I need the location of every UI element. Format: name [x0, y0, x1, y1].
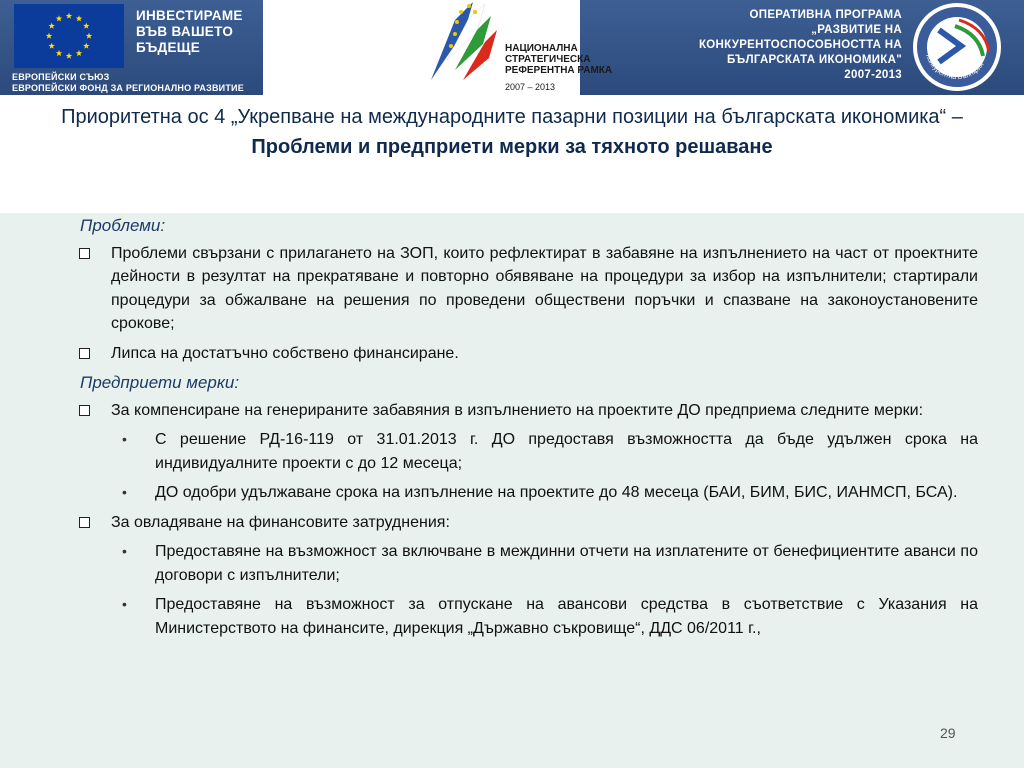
bullet-dot-icon: •: [122, 431, 127, 447]
invest-slogan: [136, 8, 266, 56]
item-text: Проблеми свързани с прилагането на ЗОП, които рефлектират в забавяне на изпълнението на част от проектните дейности в резултат на прекратяване и повторно обявяване на процедури за избор на изпълнители; стартирали процедури за обжалване на решения по проведени обществени поръчки и спазване на законоустановените срокове;: [111, 244, 978, 332]
bullet-dot-icon: •: [122, 596, 127, 612]
item-text: Липса на достатъчно собствено финансиране.: [111, 344, 459, 362]
op-line: „РАЗВИТИЕ НА: [811, 24, 902, 36]
bullet-dot-icon: •: [122, 484, 127, 500]
invest-line: БЪДЕЩЕ: [136, 40, 201, 55]
checkbox-list-item: [76, 242, 978, 336]
bullet-list-item: [76, 481, 978, 505]
eu-line: ЕВРОПЕЙСКИ ФОНД ЗА РЕГИОНАЛНО РАЗВИТИЕ: [12, 83, 244, 93]
op-line: КОНКУРЕНТОСПОСОБНОСТТА НА: [698, 39, 902, 51]
checkbox-bullet-icon: [79, 348, 90, 359]
op-line: 2007-2013: [844, 69, 902, 81]
checkbox-bullet-icon: [79, 405, 90, 416]
nsrf-line: НАЦИОНАЛНА: [505, 43, 578, 54]
competitive-bulgaria-logo: [909, 0, 1005, 95]
checkbox-list-item: [76, 399, 978, 423]
item-text: За компенсиране на генерираните забавяния в изпълнението на проектите ДО предприема следните мерки:: [111, 401, 924, 419]
slide-body: [76, 212, 978, 646]
title-line: Приоритетна ос 4 „Укрепване на международните пазарни позиции на българската икономика“ –: [61, 106, 963, 128]
operational-program-label: [620, 8, 902, 83]
item-text: Предоставяне на възможност за включване в междинни отчети на изплатените от бенефициентите аванси по договори с изпълнители;: [155, 543, 978, 584]
header-banner: [0, 0, 1024, 95]
checkbox-list-item: [76, 342, 978, 366]
bullet-list-item: [76, 428, 978, 475]
measures-heading: Предприети мерки:: [80, 373, 240, 392]
nsrf-line: РЕФЕРЕНТНА РАМКА: [505, 65, 613, 76]
item-text: Предоставяне на възможност за отпускане на авансови средства в съответствие с Указания на Министерството на финансите, дирекция „Държавно съкровище“, ДДС 06/2011 г.,: [155, 596, 978, 637]
checkbox-bullet-icon: [79, 248, 90, 259]
svg-text:Конкурентна България: Конкурентна България: [924, 53, 986, 82]
problems-heading: Проблеми:: [80, 216, 166, 235]
nsrf-flag-logo: [425, 0, 515, 95]
item-text: С решение РД-16-119 от 31.01.2013 г. ДО предоставя възможността да бъде удължен срока на индивидуалните проекти с до 12 месеца;: [155, 431, 978, 472]
item-text: За овладяване на финансовите затруднения:: [111, 513, 450, 531]
bullet-list-item: [76, 593, 978, 640]
op-line: ОПЕРАТИВНА ПРОГРАМА: [749, 9, 902, 21]
nsrf-label: [505, 43, 612, 76]
invest-line: ИНВЕСТИРАМЕ: [136, 8, 243, 23]
nsrf-years: 2007 – 2013: [505, 82, 556, 92]
checkbox-bullet-icon: [79, 517, 90, 528]
subtitle-line: Проблеми и предприети мерки за тяхното решаване: [251, 136, 773, 158]
page-number: 29: [940, 725, 956, 741]
eu-flag-logo: [14, 4, 124, 68]
eu-fund-label: [12, 72, 244, 94]
invest-line: ВЪВ ВАШЕТО: [136, 24, 234, 39]
bullet-list-item: [76, 540, 978, 587]
nsrf-line: СТРАТЕГИЧЕСКА: [505, 54, 591, 65]
op-line: БЪЛГАРСКАТА ИКОНОМИКА": [727, 54, 902, 66]
slide-title: [30, 102, 994, 162]
bullet-dot-icon: •: [122, 543, 127, 559]
checkbox-list-item: [76, 511, 978, 535]
eu-line: ЕВРОПЕЙСКИ СЪЮЗ: [12, 72, 110, 82]
item-text: ДО одобри удължаване срока на изпълнение на проектите до 48 месеца (БАИ, БИМ, БИС, ИАНМСП, БСА).: [155, 484, 958, 501]
